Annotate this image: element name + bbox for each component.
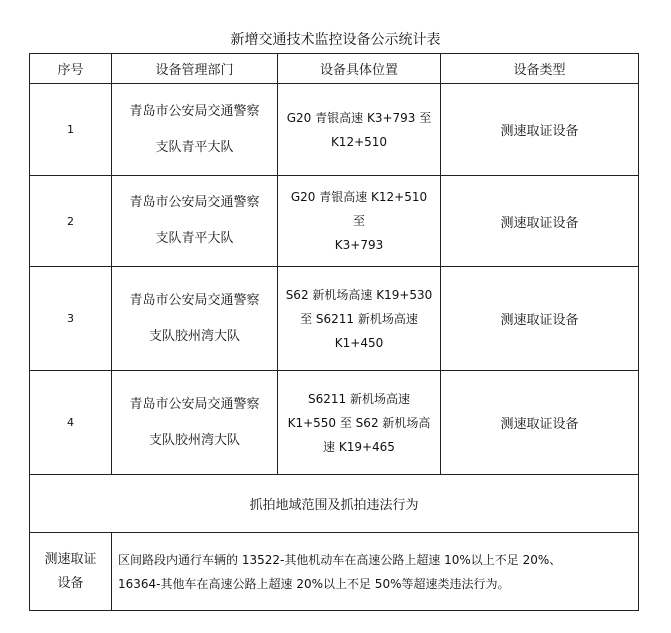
footer-text	[112, 533, 639, 611]
department-line: 支队青平大队	[155, 139, 234, 155]
row-type: 测速取证设备	[441, 84, 639, 176]
row-type: 测速取证设备	[441, 267, 639, 371]
section-row	[30, 475, 639, 533]
footer-label-line: 测速取证	[44, 551, 97, 567]
footer-text-line: 16364-其他车在高速公路上超速 20%以上不足 50%等超速类违法行为。	[118, 576, 510, 591]
location-line: 至 S6211 新机场高速	[300, 311, 418, 326]
page-title: 新增交通技术监控设备公示统计表	[230, 32, 441, 48]
row-index: 4	[30, 371, 112, 475]
header-index: 序号	[30, 54, 112, 84]
location-line: K12+510	[330, 134, 388, 149]
row-type: 测速取证设备	[441, 371, 639, 475]
equipment-table	[29, 53, 639, 611]
row-index: 3	[30, 267, 112, 371]
department-line: 青岛市公安局交通警察	[129, 396, 260, 412]
header-location: 设备具体位置	[278, 54, 441, 84]
department-line: 支队胶州湾大队	[148, 432, 240, 448]
header-type: 设备类型	[441, 54, 639, 84]
row-department	[112, 371, 278, 475]
footer-label	[30, 533, 112, 611]
location-line: K1+450	[334, 335, 384, 350]
location-line: S62 新机场高速 K19+530	[285, 287, 433, 302]
row-department	[112, 267, 278, 371]
row-location	[278, 84, 441, 176]
department-line: 青岛市公安局交通警察	[129, 195, 260, 210]
row-index: 2	[30, 176, 112, 267]
location-line: G20 青银高速 K12+510 至	[290, 190, 428, 228]
location-line: 速 K19+465	[323, 439, 395, 454]
department-line: 青岛市公安局交通警察	[129, 292, 260, 308]
department-line: 支队青平大队	[155, 231, 234, 246]
header-department: 设备管理部门	[112, 54, 278, 84]
row-department	[112, 176, 278, 267]
section-title: 抓拍地域范围及抓拍违法行为	[30, 475, 639, 533]
department-line: 支队胶州湾大队	[148, 328, 240, 344]
row-location	[278, 176, 441, 267]
location-line: G20 青银高速 K3+793 至	[286, 110, 432, 125]
footer-text-line: 区间路段内通行车辆的 13522-其他机动车在高速公路上超速 10%以上不足 20%、	[118, 552, 562, 567]
department-line: 青岛市公安局交通警察	[129, 103, 260, 119]
table-row	[30, 371, 639, 475]
footer-row	[30, 533, 639, 611]
table-row	[30, 176, 639, 267]
row-location	[278, 267, 441, 371]
location-line: K1+550 至 S62 新机场高	[287, 415, 431, 430]
location-line: S6211 新机场高速	[308, 391, 410, 406]
table-header-row	[30, 54, 639, 84]
table-row	[30, 267, 639, 371]
row-department	[112, 84, 278, 176]
row-index: 1	[30, 84, 112, 176]
table-row	[30, 84, 639, 176]
location-line: K3+793	[334, 238, 384, 252]
row-location	[278, 371, 441, 475]
footer-label-line: 设备	[57, 575, 84, 591]
row-type: 测速取证设备	[441, 176, 639, 267]
